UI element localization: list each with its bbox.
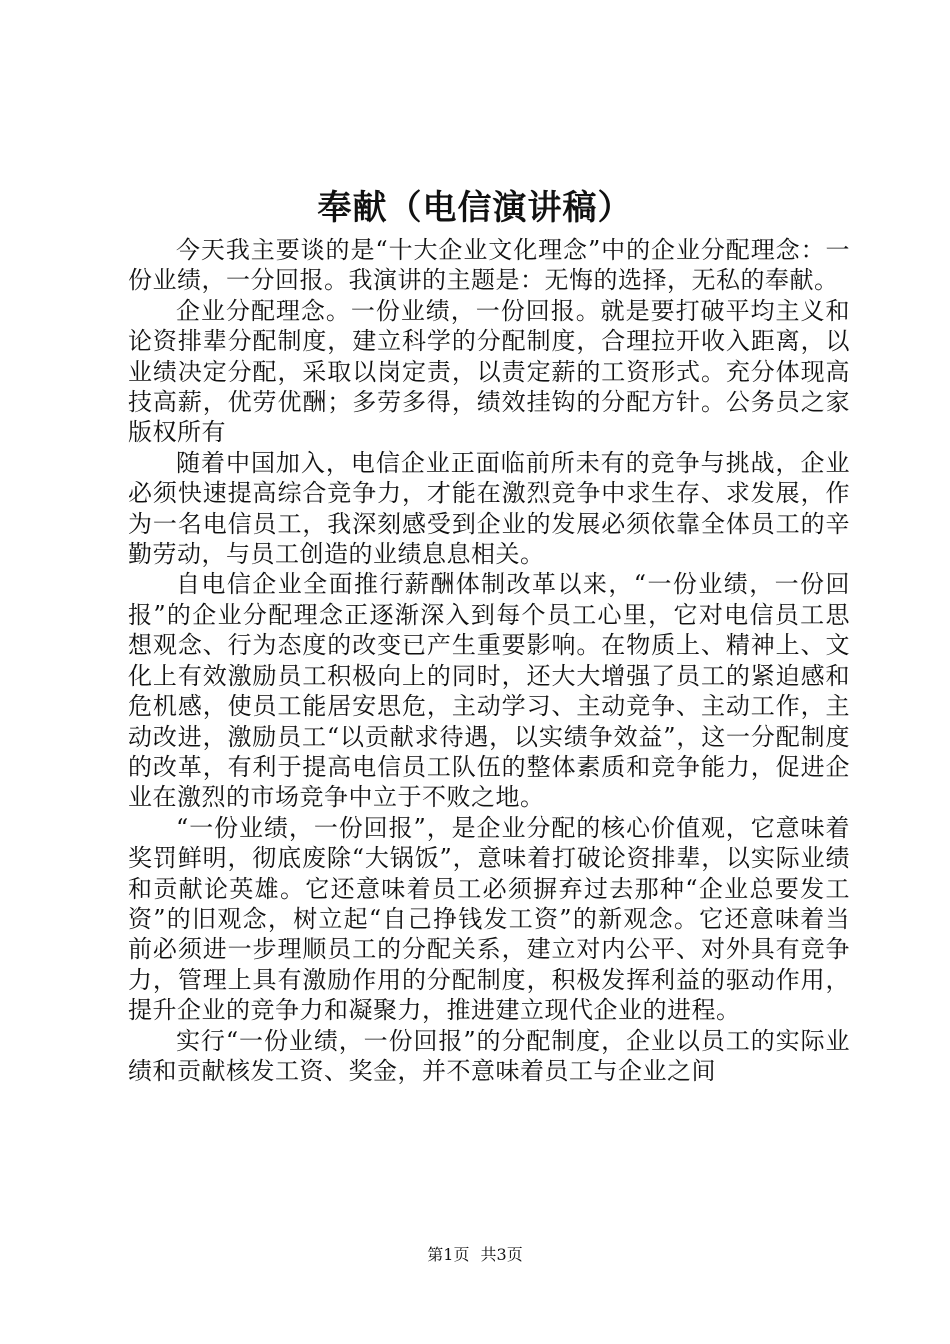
document-body [128,235,850,1086]
paragraph: 随着中国加入，电信企业正面临前所未有的竞争与挑战，企业必须快速提高综合竞争力，才能在激烈竞争中求生存、求发展，作为一名电信员工，我深刻感受到企业的发展必须依靠全体员工的辛勤劳动，与员工创造的业绩息息相关。 [128,448,850,569]
page-footer [0,1244,950,1266]
page-total: 共3页 [480,1245,523,1264]
paragraph: 自电信企业全面推行薪酬体制改革以来，“一份业绩，一份回报”的企业分配理念正逐渐深入到每个员工心里，它对电信员工思想观念、行为态度的改变已产生重要影响。在物质上、精神上、文化上有效激励员工积极向上的同时，还大大增强了员工的紧迫感和危机感，使员工能居安思危，主动学习、主动竞争、主动工作，主动改进，激励员工“以贡献求待遇，以实绩争效益”，这一分配制度的改革，有利于提高电信员工队伍的整体素质和竞争能力，促进企业在激烈的市场竞争中立于不败之地。 [128,570,850,812]
paragraph: 企业分配理念。一份业绩，一份回报。就是要打破平均主义和论资排辈分配制度，建立科学的分配制度，合理拉开收入距离，以业绩决定分配，采取以岗定责，以责定薪的工资形式。充分体现高技高薪，优劳优酬；多劳多得，绩效挂钩的分配方针。公务员之家版权所有 [128,296,850,447]
document-title: 奉献（电信演讲稿） [317,188,633,228]
paragraph: 今天我主要谈的是“十大企业文化理念”中的企业分配理念：一份业绩，一分回报。我演讲的主题是：无悔的选择，无私的奉献。 [128,236,850,295]
paragraph: “一份业绩，一份回报”，是企业分配的核心价值观，它意味着奖罚鲜明，彻底废除“大锅饭”，意味着打破论资排辈，以实际业绩和贡献论英雄。它还意味着员工必须摒弃过去那种“企业总要发工资”的旧观念，树立起“自己挣钱发工资”的新观念。它还意味着当前必须进一步理顺员工的分配关系，建立对内公平、对外具有竞争力，管理上具有激励作用的分配制度，积极发挥利益的驱动作用，提升企业的竞争力和凝聚力，推进建立现代企业的进程。 [128,813,850,1025]
paragraph: 实行“一份业绩，一份回报”的分配制度，企业以员工的实际业绩和贡献核发工资、奖金，并不意味着员工与企业之间 [128,1026,850,1085]
page-number: 第1页 [427,1245,470,1264]
